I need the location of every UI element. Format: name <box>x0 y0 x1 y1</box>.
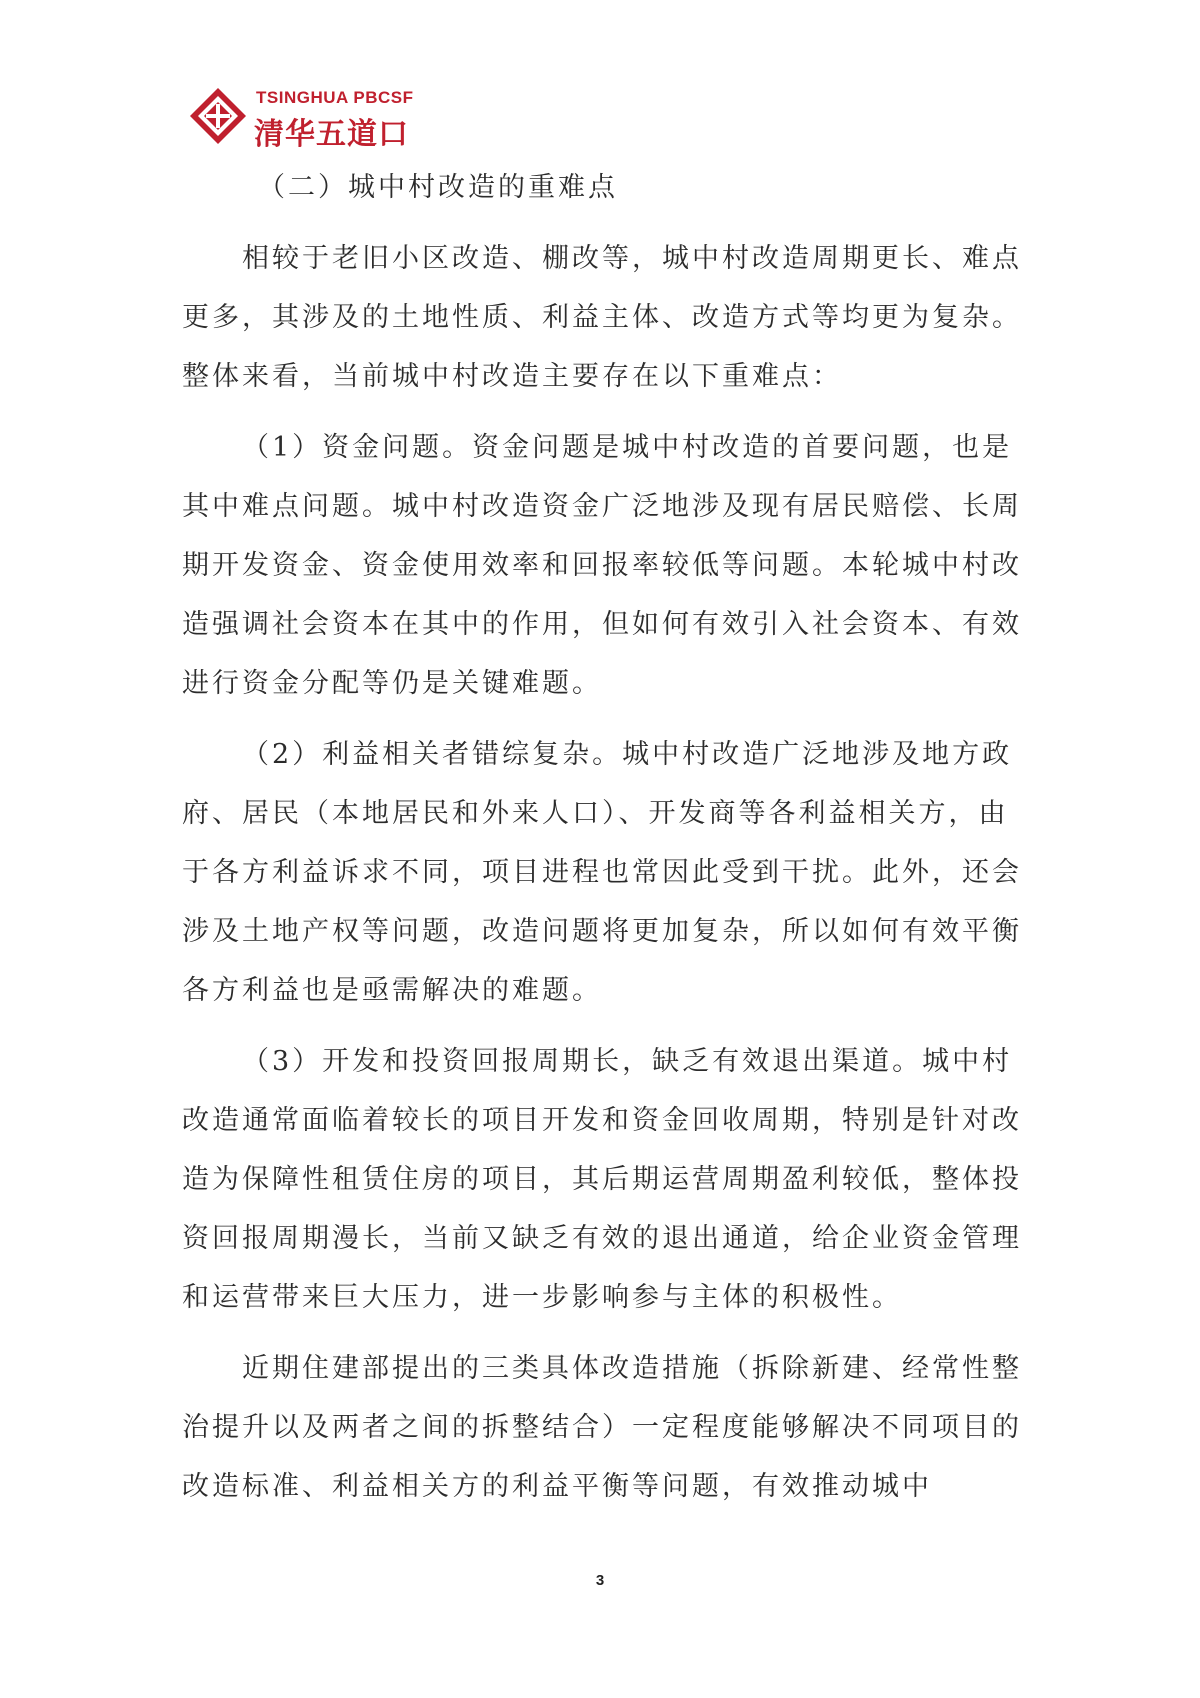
paragraph-intro: 相较于老旧小区改造、棚改等，城中村改造周期更长、难点更多，其涉及的土地性质、利益主体、改造方式等均更为复杂。整体来看，当前城中村改造主要存在以下重难点： <box>182 243 1022 392</box>
logo-english-name: TSINGHUA PBCSF <box>256 88 414 107</box>
page-number: 3 <box>595 1572 605 1589</box>
paragraph-stakeholders-issue: （2）利益相关者错综复杂。城中村改造广泛地涉及地方政府、居民（本地居民和外来人口）、开发商等各利益相关方，由于各方利益诉求不同，项目进程也常因此受到干扰。此外，还会涉及土地产权等问题，改造问题将更加复杂，所以如何有效平衡各方利益也是亟需解决的难题。 <box>182 739 1022 1006</box>
header-logo <box>188 82 448 154</box>
logo-chinese-name: 清华五道口 <box>254 117 409 152</box>
paragraph-return-cycle-issue: （3）开发和投资回报周期长，缺乏有效退出渠道。城中村改造通常面临着较长的项目开发和资金回收周期，特别是针对改造为保障性租赁住房的项目，其后期运营周期盈利较低，整体投资回报周期漫长，当前又缺乏有效的退出通道，给企业资金管理和运营带来巨大压力，进一步影响参与主体的积极性。 <box>182 1046 1022 1313</box>
paragraph-funding-issue: （1）资金问题。资金问题是城中村改造的首要问题，也是其中难点问题。城中村改造资金广泛地涉及现有居民赔偿、长周期开发资金、资金使用效率和回报率较低等问题。本轮城中村改造强调社会资本在其中的作用，但如何有效引入社会资本、有效进行资金分配等仍是关键难题。 <box>182 432 1022 699</box>
pbcsf-emblem-icon <box>188 86 248 146</box>
paragraph-measures: 近期住建部提出的三类具体改造措施（拆除新建、经常性整治提升以及两者之间的拆整结合）一定程度能够解决不同项目的改造标准、利益相关方的利益平衡等问题，有效推动城中 <box>182 1353 1022 1502</box>
section-heading: （二）城中村改造的重难点 <box>258 172 618 203</box>
document-body <box>182 158 1022 1516</box>
